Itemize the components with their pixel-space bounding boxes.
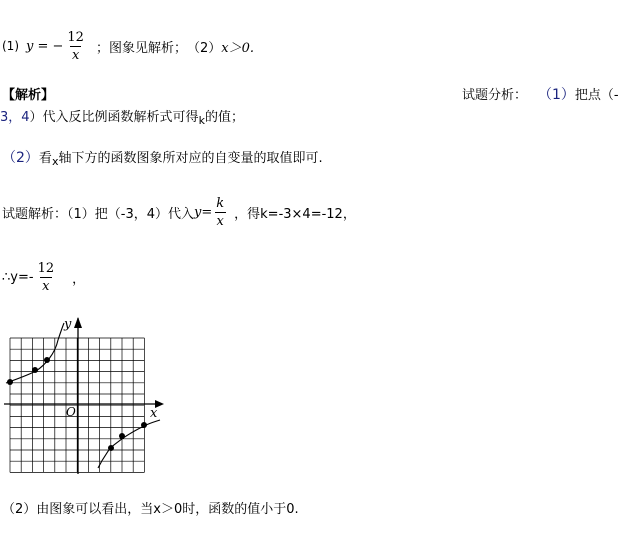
analysis-right-label: 试题分析： (462, 88, 528, 103)
solution-line1 (2, 192, 356, 232)
function-graph (0, 316, 170, 478)
graph-grid (10, 338, 144, 472)
point-marker (141, 422, 147, 428)
solution-line1-frac-num: k (216, 195, 225, 211)
x-axis-label: x (150, 406, 158, 421)
step1-number: （1） (538, 87, 575, 103)
answer-frac-den: x (72, 47, 80, 63)
answer-part2-label: （2） (186, 40, 222, 56)
solution-line1-prefix: 试题解析：（1）把（-3，4）代入 (2, 206, 195, 222)
solution-line1-frac-den: x (216, 213, 224, 229)
step1-text-b: ）代入反比例函数解析式可得 (29, 110, 199, 125)
solution-line2-frac-den: x (42, 278, 50, 294)
answer-fraction (65, 30, 86, 63)
point-marker (44, 357, 50, 363)
solution-line1-fraction (214, 196, 226, 229)
step1-text-c: 的值； (204, 110, 244, 125)
answer-part2-ineq: x＞0. (221, 40, 254, 56)
answer-part1-label: (1) (2, 39, 19, 53)
point-marker (32, 367, 38, 373)
answer-line (2, 28, 254, 64)
analysis-step1-cont (0, 106, 244, 125)
point-marker (108, 445, 114, 451)
solution-line1-y: y= (194, 204, 213, 220)
step2-number: （2） (2, 150, 39, 166)
solution-line2-prefix: ∴y=- (2, 269, 34, 285)
point-marker (7, 379, 13, 385)
analysis-heading: 【解析】 (2, 88, 55, 103)
solution-line2-fraction (36, 261, 57, 294)
step2-x: x (51, 155, 59, 168)
solution-line2 (2, 257, 85, 297)
y-axis-label: y (64, 317, 72, 332)
origin-label: O (66, 405, 76, 419)
step2-text-b: 轴下方的函数图象所对应的自变量的取值即可. (58, 151, 323, 166)
answer-part1-note: ；图象见解析； (95, 40, 187, 56)
analysis-step1-start (538, 84, 619, 104)
solution-line1-suffix: ，得k=-3×4=-12， (234, 206, 356, 222)
solution-line2-frac-num: 12 (37, 260, 55, 276)
y-axis-arrow-icon (74, 317, 82, 328)
step2-text-a: 看 (38, 151, 52, 166)
analysis-step2 (2, 147, 323, 167)
step1-text-a: 把点（- (574, 88, 619, 103)
curve-branch-lower-right (98, 420, 160, 468)
point-marker (119, 433, 125, 439)
step1-point: 3，4 (0, 110, 30, 125)
solution-line2-suffix: ， (72, 271, 86, 287)
curve-branch-upper-left (6, 323, 64, 383)
conclusion-text: （2）由图象可以看出，当x＞0时，函数的值小于0. (2, 502, 299, 517)
step1-k: k (198, 114, 205, 127)
answer-y-eq: y = − (26, 38, 64, 54)
answer-frac-num: 12 (67, 29, 84, 45)
